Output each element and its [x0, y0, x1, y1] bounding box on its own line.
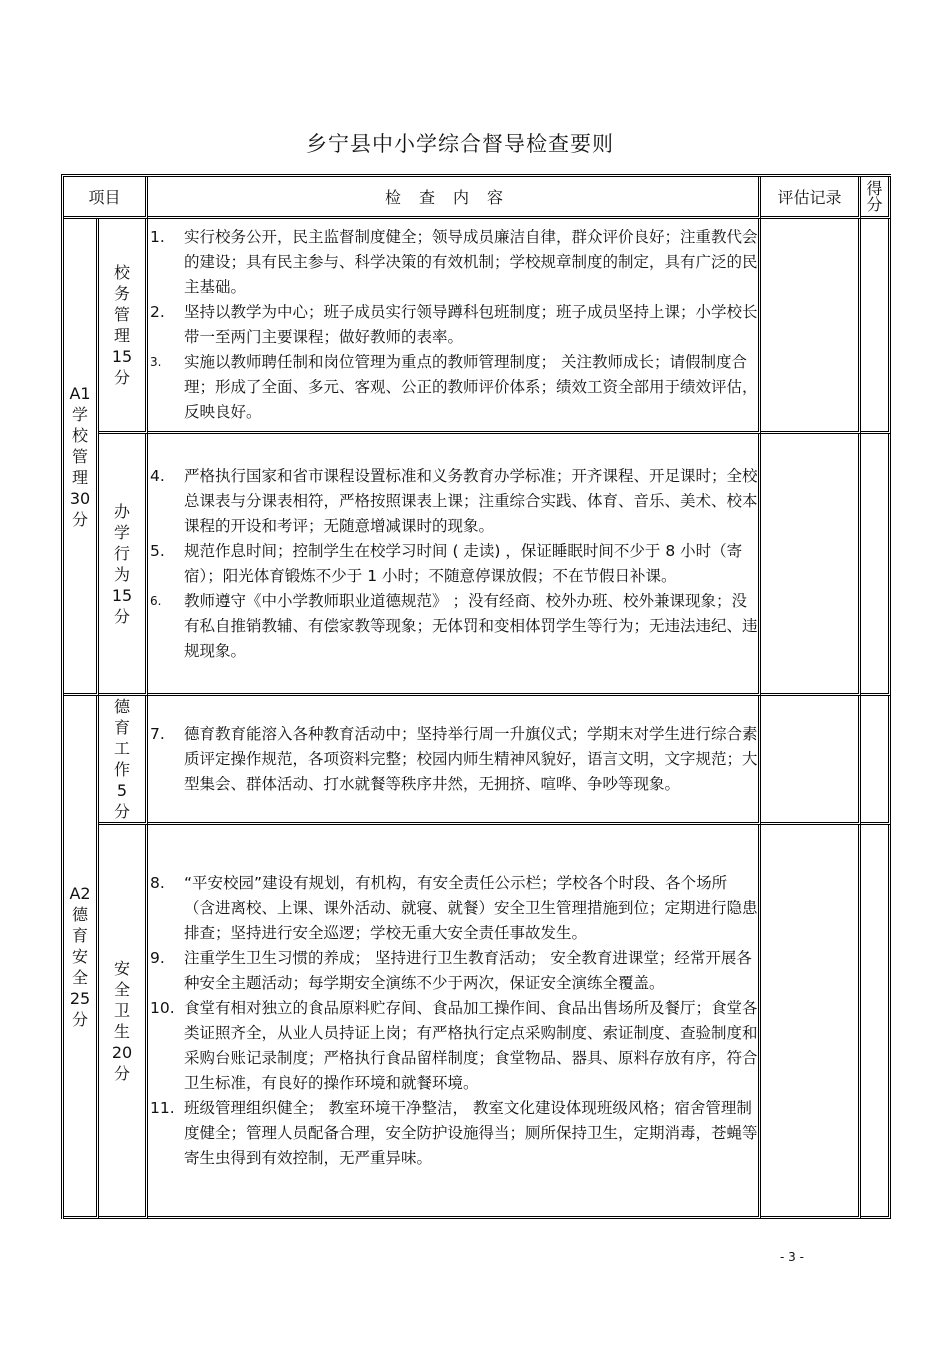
list-item: [148, 996, 758, 1096]
list-item: [148, 464, 758, 539]
list-item: [148, 946, 758, 996]
section-label-a1: A1 学 校 管 理 30 分: [64, 219, 99, 696]
item-number: 2.: [150, 303, 165, 321]
item-text: 班级管理组织健全； 教室环境干净整洁， 教室文化建设体现班级风格；宿舍管理制度健全；管理人员配备合理，安全防护设施得当；厕所保持卫生，定期消毒，苍蝇等寄生虫得到有效控制，无严重异味。: [184, 1098, 758, 1167]
content-cell: [148, 696, 761, 825]
table-row: [64, 825, 891, 1219]
content-cell: [148, 825, 761, 1219]
header-content: 检查内容: [148, 177, 761, 219]
header-record: 评估记录: [761, 177, 861, 219]
item-text: 食堂有相对独立的食品原料贮存间、食品加工操作间、食品出售场所及餐厅；食堂各类证照齐全，从业人员持证上岗；有严格执行定点采购制度、索证制度、查验制度和采购台账记录制度；严格执行食品留样制度；食堂物品、器具、原料存放有序，符合卫生标准，有良好的操作环境和就餐环境。: [184, 998, 758, 1092]
page-number: - 3 -: [780, 1250, 804, 1264]
item-number: 11.: [150, 1098, 175, 1117]
score-cell: [861, 219, 891, 434]
list-item: [148, 722, 758, 797]
score-cell: [861, 696, 891, 825]
item-number: 4.: [150, 466, 165, 485]
list-item: [148, 589, 758, 664]
record-cell: [761, 219, 861, 434]
item-number: 10.: [150, 998, 175, 1017]
score-cell: [861, 434, 891, 696]
item-number: 5.: [150, 541, 165, 560]
item-text: 德育教育能溶入各种教育活动中；坚持举行周一升旗仪式；学期末对学生进行综合素质评定操作规范，各项资料完整；校园内师生精神风貌好，语言文明，文字规范；大型集会、群体活动、打水就餐等秩序井然，无拥挤、喧哗、争吵等现象。: [184, 724, 758, 793]
item-number: 9.: [150, 948, 165, 967]
inspection-table: [61, 174, 891, 1219]
item-text: 注重学生卫生习惯的养成； 坚持进行卫生教育活动； 安全教育进课堂；经常开展各种安全主题活动；每学期安全演练不少于两次，保证安全演练全覆盖。: [184, 948, 752, 992]
item-text: 实施以教师聘任制和岗位管理为重点的教师管理制度； 关注教师成长；请假制度合理；形成了全面、多元、客观、公正的教师评价体系；绩效工资全部用于绩效评估，反映良好。: [184, 353, 758, 421]
list-item: [148, 350, 758, 425]
header-project: 项目: [64, 177, 148, 219]
header-row: [64, 177, 891, 219]
header-score: 得分: [861, 177, 891, 219]
item-text: 规范作息时间；控制学生在校学习时间 ( 走读) ，保证睡眠时间不少于 8 小时（寄宿）；阳光体育锻炼不少于 1 小时；不随意停课放假；不在节假日补课。: [184, 541, 743, 585]
item-number: 6.: [150, 593, 162, 608]
record-cell: [761, 696, 861, 825]
score-cell: [861, 825, 891, 1219]
item-number: 3.: [150, 355, 162, 369]
item-text: 教师遵守《中小学教师职业道德规范》 ；没有经商、校外办班、校外兼课现象；没有私自推销教辅、有偿家教等现象；无体罚和变相体罚学生等行为；无违法违纪、违规现象。: [184, 591, 758, 660]
content-cell: [148, 434, 761, 696]
list-item: [148, 871, 758, 946]
page-title: 乡宁县中小学综合督导检查要则: [306, 132, 614, 156]
record-cell: [761, 825, 861, 1219]
record-cell: [761, 434, 861, 696]
item-number: 8.: [150, 873, 165, 892]
content-cell: [148, 219, 761, 434]
group-label-safety: 安 全 卫 生 20 分: [99, 825, 148, 1219]
list-item: [148, 539, 758, 589]
item-text: “平安校园”建设有规划，有机构，有安全责任公示栏；学校各个时段、各个场所（含进离校、上课、课外活动、就寝、就餐）安全卫生管理措施到位；定期进行隐患排查；坚持进行安全巡逻；学校无重大安全责任事故发生。: [184, 873, 758, 942]
item-number: 1.: [150, 228, 165, 246]
item-text: 坚持以教学为中心；班子成员实行领导蹲科包班制度；班子成员坚持上课；小学校长带一至两门主要课程；做好教师的表率。: [184, 303, 758, 346]
group-label-management: 校 务 管 理 15 分: [99, 219, 148, 434]
list-item: [148, 300, 758, 350]
item-text: 严格执行国家和省市课程设置标准和义务教育办学标准；开齐课程、开足课时；全校总课表与分课表相符，严格按照课表上课；注重综合实践、体育、音乐、美术、校本课程的开设和考评；无随意增减课时的现象。: [184, 466, 758, 535]
group-label-moral: 德 育 工 作 5 分: [99, 696, 148, 825]
item-number: 7.: [150, 724, 165, 743]
group-label-conduct: 办 学 行 为 15 分: [99, 434, 148, 696]
table-row: [64, 696, 891, 825]
table-row: [64, 219, 891, 434]
list-item: [148, 225, 758, 300]
table-row: [64, 434, 891, 696]
list-item: [148, 1096, 758, 1171]
section-label-a2: A2 德 育 安 全 25 分: [64, 696, 99, 1219]
item-text: 实行校务公开，民主监督制度健全；领导成员廉洁自律，群众评价良好；注重教代会的建设；具有民主参与、科学决策的有效机制；学校规章制度的制定，具有广泛的民主基础。: [184, 228, 758, 296]
